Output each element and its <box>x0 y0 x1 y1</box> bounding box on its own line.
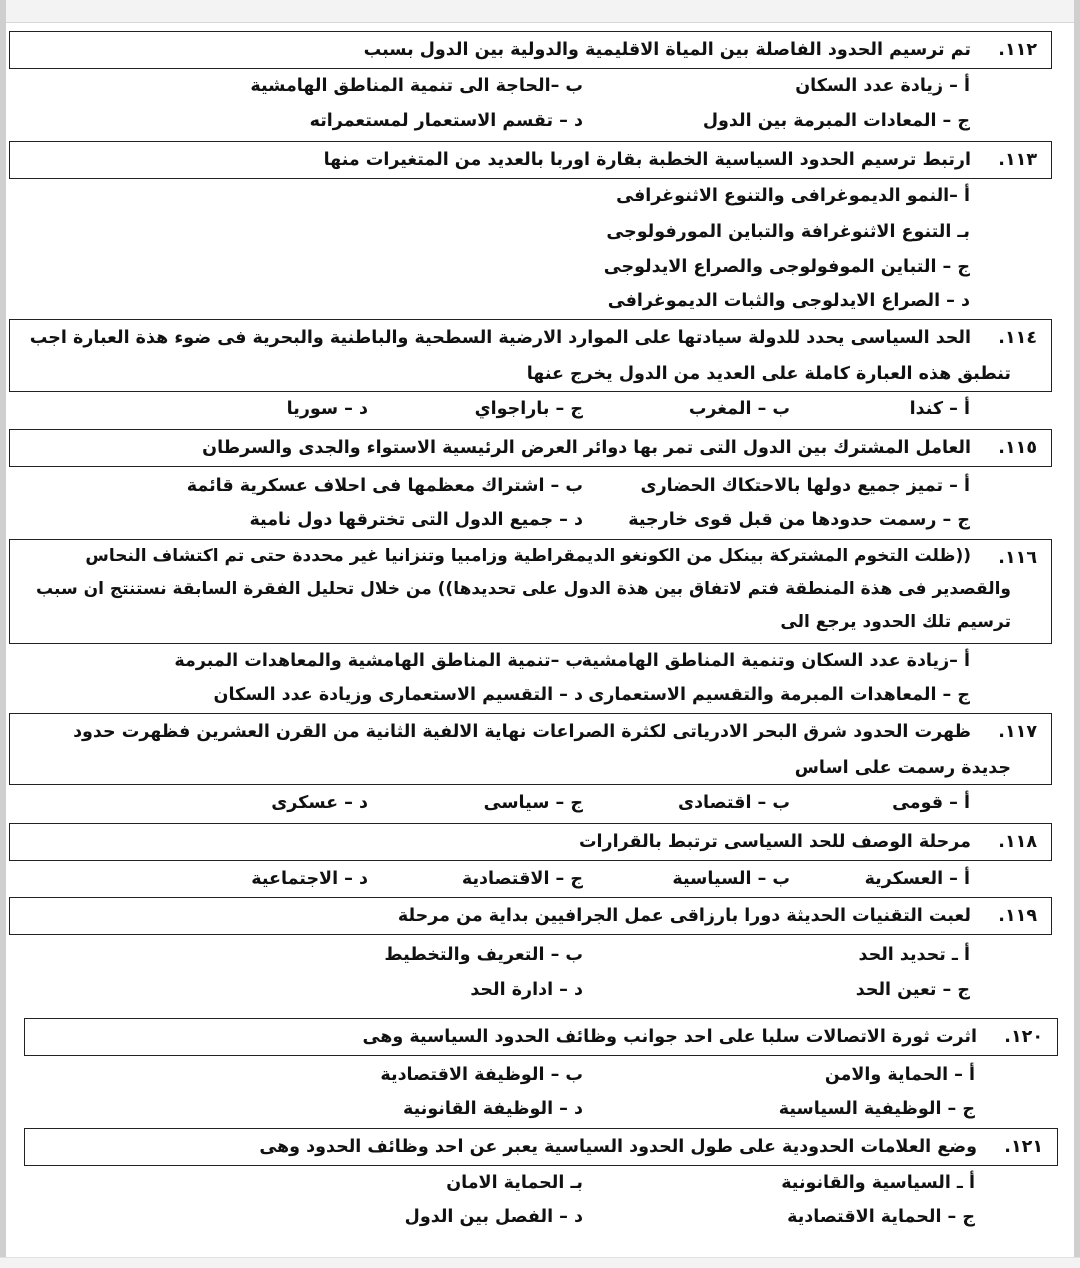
question-text-line: جديدة رسمت على اساس <box>794 758 1011 778</box>
question-text: ارتبط ترسيم الحدود السياسية الخطبة بقارة اوربا بالعديد من المتغيرات منها <box>323 150 971 170</box>
option-d: د – تقسم الاستعمار لمستعمراته <box>309 111 583 131</box>
option-a: أ –النمو الديموغرافى والتنوع الاثنوغرافى <box>616 186 970 206</box>
option-b: ب – التعريف والتخطيط <box>384 945 583 965</box>
option-a: أ – قومى <box>892 793 970 813</box>
question-box-121 <box>24 1128 1058 1166</box>
question-text-line: والقصدير فى هذة المنطقة فتم لاتفاق بين هذة الدول على تحديدها)) من خلال تحليل الفقرة السابقة نستنتج ان سبب <box>36 579 1011 599</box>
question-number: ١١٤. <box>998 328 1037 348</box>
question-number: ١١٩. <box>998 906 1037 926</box>
question-box-118 <box>9 823 1052 861</box>
option-d: د – الوظيفة القانونية <box>403 1099 583 1119</box>
option-b: ب – الوظيفة الاقتصادية <box>380 1065 583 1085</box>
question-box-119 <box>9 897 1052 935</box>
option-a: أ ـ السياسية والقانونية <box>781 1173 975 1193</box>
question-box-117 <box>9 713 1052 785</box>
option-a: أ – زيادة عدد السكان <box>795 76 970 96</box>
question-text: اثرت ثورة الاتصالات سلبا على احد جوانب وظائف الحدود السياسية وهى <box>362 1027 977 1047</box>
option-c: ج – المعاهدات المبرمة والتقسيم الاستعمارى <box>588 685 970 705</box>
option-c: ج – التباين الموفولوجى والصراع الايدلوجى <box>603 257 970 277</box>
option-b: ب – اشتراك معظمها فى احلاف عسكرية قائمة <box>186 476 583 496</box>
question-number: ١١٦. <box>998 548 1037 568</box>
question-box-120 <box>24 1018 1058 1056</box>
option-b: بـ الحماية الامان <box>446 1173 583 1193</box>
option-b: ب –الحاجة الى تنمية المناطق الهامشية <box>250 76 583 96</box>
question-number: ١٢٠. <box>1004 1027 1043 1047</box>
question-box-115 <box>9 429 1052 467</box>
option-a: أ –زيادة عدد السكان وتنمية المناطق الهامشية <box>581 651 970 671</box>
option-d: د – سوريا <box>286 399 368 419</box>
option-c: ج – الحماية الاقتصادية <box>787 1207 975 1227</box>
option-c: ج – تعين الحد <box>855 980 970 1000</box>
option-c: ج – باراجواي <box>474 399 583 419</box>
option-c: ج – سياسى <box>483 793 583 813</box>
option-a: أ – الحماية والامن <box>824 1065 975 1085</box>
option-a: أ – تميز جميع دولها بالاحتكاك الحضارى <box>640 476 970 496</box>
question-text-line: ترسيم تلك الحدود يرجع الى <box>780 612 1011 632</box>
option-d: د – الصراع الايدلوجى والثبات الديموغرافى <box>607 291 970 311</box>
page-bottom-edge <box>0 1257 1080 1268</box>
option-a: أ – العسكرية <box>864 869 970 889</box>
page-top-edge <box>0 0 1080 23</box>
option-b: ب –تنمية المناطق الهامشية والمعاهدات المبرمة <box>174 651 583 671</box>
option-a: أ ـ تحديد الحد <box>858 945 970 965</box>
option-b: ب – اقتصادى <box>678 793 790 813</box>
question-number: ١١٢. <box>998 40 1037 60</box>
option-a: أ – كندا <box>909 399 970 419</box>
question-text: وضع العلامات الحدودية على طول الحدود السياسية يعبر عن احد وظائف الحدود وهى <box>259 1137 977 1157</box>
page-right-edge <box>1074 0 1080 1268</box>
question-box-114 <box>9 319 1052 392</box>
question-text: العامل المشترك بين الدول التى تمر بها دوائر العرض الرئيسية الاستواء والجدى والسرطان <box>202 438 971 458</box>
question-box-113 <box>9 141 1052 179</box>
option-c: ج – الوظيفية السياسية <box>778 1099 975 1119</box>
option-c: ج – رسمت حدودها من قبل قوى خارجية <box>628 510 970 530</box>
option-c: ج – الاقتصادية <box>461 869 583 889</box>
question-number: ١١٧. <box>998 722 1037 742</box>
question-text: تم ترسيم الحدود الفاصلة بين المياة الاقليمية والدولية بين الدول بسبب <box>363 40 971 60</box>
option-b: بـ التنوع الاثنوغرافة والتباين المورفولوجى <box>606 222 970 242</box>
question-number: ١٢١. <box>1004 1137 1043 1157</box>
question-text-line: تنطبق هذه العبارة كاملة على العديد من الدول يخرج عنها <box>526 364 1011 384</box>
question-number: ١١٥. <box>998 438 1037 458</box>
question-text-line: ((ظلت التخوم المشتركة بينكل من الكونغو الديمقراطية وزامبيا وتنزانيا غير محددة حتى تم اكتشاف النحاس <box>85 546 971 566</box>
question-number: ١١٣. <box>998 150 1037 170</box>
question-text: لعبت التقنيات الحديثة دورا بارزاقى عمل الجرافيين بداية من مرحلة <box>397 906 971 926</box>
option-b: ب – السياسية <box>672 869 790 889</box>
question-text-line: ظهرت الحدود شرق البحر الادرياتى لكثرة الصراعات نهاية الالفية الثانية من القرن العشرين فظهرت حدود <box>73 722 971 742</box>
option-c: ج – المعادات المبرمة بين الدول <box>702 111 970 131</box>
option-b: ب – المغرب <box>688 399 790 419</box>
question-box-112 <box>9 31 1052 69</box>
question-box-116 <box>9 539 1052 644</box>
question-text-line: الحد السياسى يحدد للدولة سيادتها على الموارد الارضية السطحية والباطنية والبحرية فى ضوء هذة العبارة اجب <box>29 328 971 348</box>
option-d: د – الفصل بين الدول <box>404 1207 583 1227</box>
option-d: د – التقسيم الاستعمارى وزيادة عدد السكان <box>213 685 583 705</box>
question-text: مرحلة الوصف للحد السياسى ترتبط بالقرارات <box>578 832 971 852</box>
option-d: د – ادارة الحد <box>470 980 583 1000</box>
option-d: د – جميع الدول التى تخترقها دول نامية <box>249 510 583 530</box>
question-number: ١١٨. <box>998 832 1037 852</box>
option-d: د – عسكرى <box>271 793 368 813</box>
option-d: د – الاجتماعية <box>251 869 368 889</box>
page-left-edge <box>0 0 6 1268</box>
